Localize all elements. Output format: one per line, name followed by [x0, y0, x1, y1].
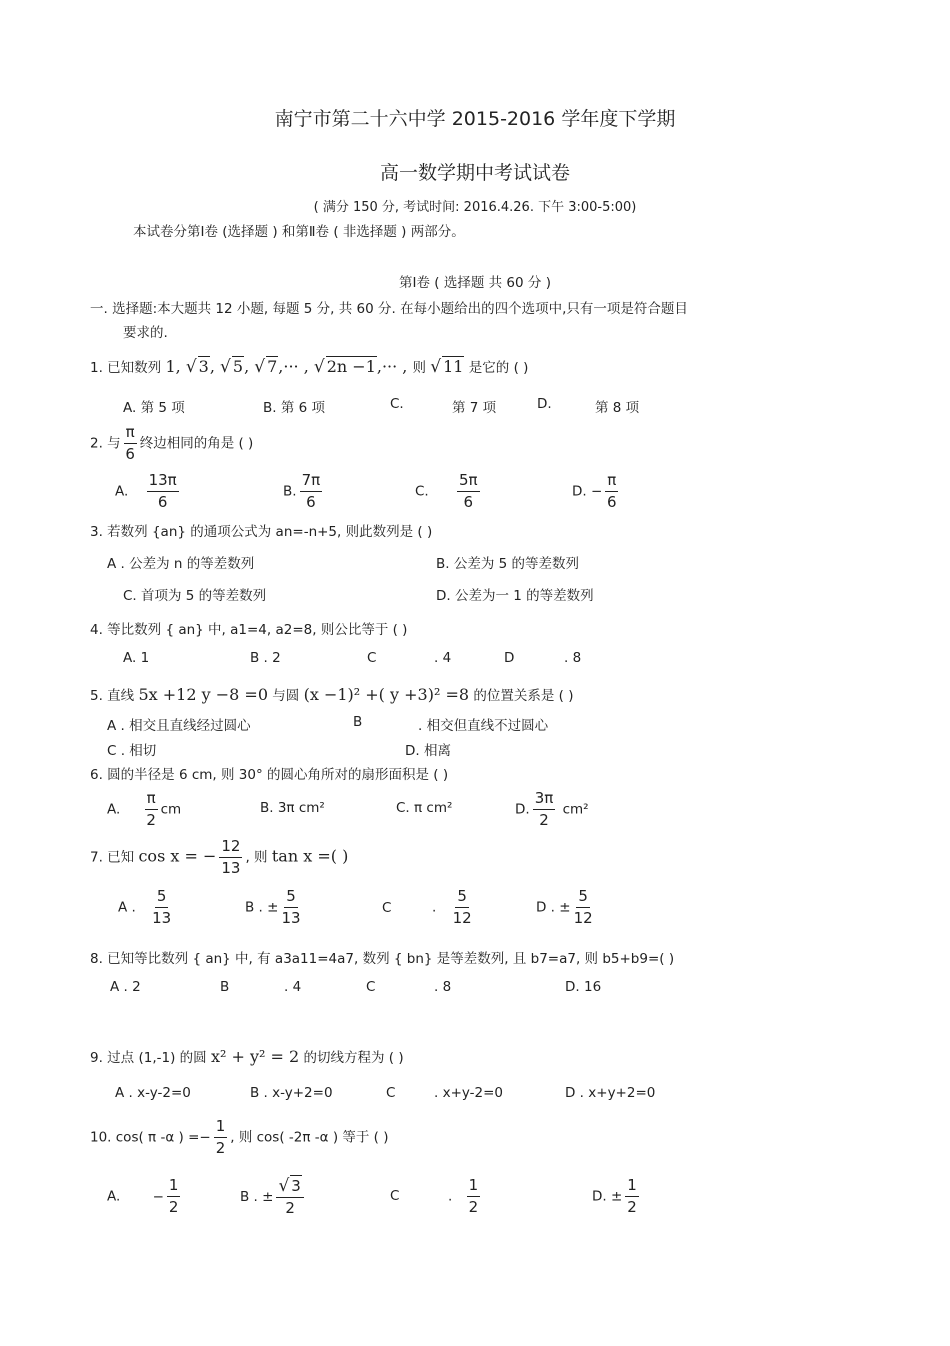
question-10-stem: 10. cos( π -α ) =− $\frac{1}{2}$ , 则 cos( -2π -α ) 等于 ( )	[90, 1117, 389, 1157]
q4-option-b: B . 2	[250, 650, 281, 666]
q5-circle-equation: (x −1)² +( y +3)² =8	[303, 685, 470, 704]
question-6-stem: 6. 圆的半径是 6 cm, 则 30° 的圆心角所对的扇形面积是 ( )	[90, 767, 449, 783]
q5-option-a: A . 相交且直线经过圆心	[107, 718, 251, 734]
q1-seq-term: 1,	[165, 357, 181, 376]
q9-option-b: B . x-y+2=0	[250, 1085, 333, 1101]
q7-option-c-fraction: . $\frac{5}{12}$	[432, 887, 472, 927]
q10-option-d: D. ± $\frac{1}{2}$	[592, 1176, 637, 1216]
section-title: 第Ⅰ卷 ( 选择题 共 60 分 )	[399, 275, 551, 291]
q1-option-c-text: 第 7 项	[452, 400, 497, 416]
q1-option-a: A. 第 5 项	[123, 400, 185, 416]
q10-option-c-fraction: . $\frac{1}{2}$	[448, 1176, 479, 1216]
question-1-stem	[90, 356, 528, 377]
q1-seq-term: 2n −1	[326, 357, 376, 376]
question-5-stem: 5. 直线 5x +12 y −8 =0 与圆 (x −1)² +( y +3)² =8 的位置关系是 ( )	[90, 685, 574, 704]
question-3-stem: 3. 若数列 {an} 的通项公式为 an=-n+5, 则此数列是 ( )	[90, 524, 433, 540]
q1-seq-term: 3	[198, 357, 209, 376]
sqrt-sign: √	[220, 357, 231, 377]
q2-suffix: 终边相同的角是 ( )	[139, 435, 254, 452]
q6-option-a: A. $\frac{\pi}{2}$ cm	[107, 789, 182, 829]
q5-option-d: D. 相离	[405, 743, 451, 759]
sqrt-sign: √	[313, 357, 325, 377]
q4-option-a: A. 1	[123, 650, 150, 666]
q2-fraction: $\frac{\pi}{6}$	[125, 423, 135, 463]
q5-option-c: C . 相切	[107, 743, 157, 759]
exam-intro: 本试卷分第Ⅰ卷 (选择题 ) 和第Ⅱ卷 ( 非选择题 ) 两部分。	[133, 224, 465, 240]
q5-line-equation: 5x +12 y −8 =0	[138, 685, 268, 704]
q2-option-b: B. $\frac{7\pi}{6}$	[283, 471, 321, 511]
section-instruction-line1: 一. 选择题:本大题共 12 小题, 每题 5 分, 共 60 分. 在每小题给出的四个选项中,只有一项是符合题目	[90, 301, 688, 317]
q9-circle-equation: x² + y² = 2	[210, 1047, 300, 1066]
q1-target: 11	[443, 357, 464, 376]
q6-option-b: B. 3π cm²	[260, 800, 325, 816]
q3-option-c: C. 首项为 5 的等差数列	[123, 588, 267, 604]
q4-option-d: D	[504, 650, 515, 666]
q9-option-c-val: . x+y-2=0	[434, 1085, 503, 1101]
q10-option-b: B . ± $\frac{√ 3}{2}$	[240, 1175, 307, 1219]
q3-option-a: A . 公差为 n 的等差数列	[107, 556, 255, 572]
q8-option-b: B	[220, 979, 230, 995]
question-2-stem	[90, 422, 253, 465]
question-4-stem: 4. 等比数列 { an} 中, a1=4, a2=8, 则公比等于 ( )	[90, 622, 408, 638]
q2-prefix: 2. 与	[90, 435, 121, 452]
sqrt-sign: √	[254, 357, 266, 377]
exam-title-line2: 高一数学期中考试试卷	[379, 162, 570, 184]
q6-option-d: D. $\frac{3\pi}{2}$ cm²	[515, 789, 589, 829]
q10-option-c: C	[390, 1188, 400, 1204]
q1-sequence: 1, √ 3, √ 5, √ 7,··· , √ 2n −1,··· ,	[165, 357, 408, 377]
question-8-stem: 8. 已知等比数列 { an} 中, 有 a3a11=4a7, 数列 { bn} 是等差数列, 且 b7=a7, 则 b5+b9=( )	[90, 951, 675, 967]
q10-option-a: A. − $\frac{1}{2}$	[107, 1176, 179, 1216]
q2-option-a: A. $\frac{13\pi}{6}$	[115, 471, 177, 511]
q5-option-b-text: . 相交但直线不过圆心	[418, 718, 549, 734]
q9-option-d: D . x+y+2=0	[565, 1085, 656, 1101]
q1-seq-term: 5	[232, 357, 244, 376]
q5-option-b: B	[353, 714, 363, 730]
sqrt-sign: √	[185, 357, 197, 377]
q7-tan-expression: tan x =( )	[271, 846, 349, 866]
q3-option-d: D. 公差为一 1 的等差数列	[436, 588, 594, 604]
q7-cos-expression: cos x = −	[138, 846, 217, 866]
q1-option-d: D.	[537, 396, 552, 412]
q7-option-d: D . ± $\frac{5}{12}$	[536, 887, 593, 927]
q1-option-c: C.	[390, 396, 404, 412]
q6-option-c: C. π cm²	[396, 800, 453, 816]
q1-seq-term: 7	[267, 357, 278, 376]
q9-option-a: A . x-y-2=0	[115, 1085, 191, 1101]
section-instruction-line2: 要求的.	[123, 325, 168, 341]
q1-mid: 则	[412, 360, 426, 376]
q7-option-b: B . ± $\frac{5}{13}$	[245, 887, 301, 927]
q2-option-c: C. $\frac{5\pi}{6}$	[415, 471, 478, 511]
q1-option-b: B. 第 6 项	[263, 400, 326, 416]
q1-seq-ellipsis: ,··· ,	[376, 357, 408, 376]
q7-option-a: A . $\frac{5}{13}$	[118, 887, 172, 927]
sqrt-sign: √	[430, 357, 442, 377]
q8-option-c-val: . 8	[434, 979, 452, 995]
q1-option-d-text: 第 8 项	[595, 400, 640, 416]
question-7-stem: 7. 已知 cos x = − $\frac{12}{13}$ , 则 tan x =( )	[90, 837, 349, 877]
q3-option-b: B. 公差为 5 的等差数列	[436, 556, 580, 572]
q8-option-c: C	[366, 979, 376, 995]
q8-option-a: A . 2	[110, 979, 141, 995]
q1-seq-ellipsis: ,··· ,	[278, 357, 309, 376]
sqrt-sign: √	[278, 1176, 290, 1196]
exam-title-line1: 南宁市第二十六中学 2015-2016 学年度下学期	[274, 108, 676, 130]
q9-option-c: C	[386, 1085, 396, 1101]
q1-suffix: 是它的 ( )	[468, 360, 529, 376]
q4-option-d-val: . 8	[564, 650, 582, 666]
q7-option-c: C	[382, 900, 392, 916]
q4-option-c-val: . 4	[434, 650, 452, 666]
q2-option-d: D. − $\frac{\pi}{6}$	[572, 471, 617, 511]
question-9-stem: 9. 过点 (1,-1) 的圆 x² + y² = 2 的切线方程为 ( )	[90, 1047, 404, 1066]
q1-prefix: 1. 已知数列	[90, 360, 162, 376]
q4-option-c: C	[367, 650, 377, 666]
q8-option-b-val: . 4	[284, 979, 302, 995]
exam-info: ( 满分 150 分, 考试时间: 2016.4.26. 下午 3:00-5:00)	[313, 200, 637, 215]
q8-option-d: D. 16	[565, 979, 602, 995]
